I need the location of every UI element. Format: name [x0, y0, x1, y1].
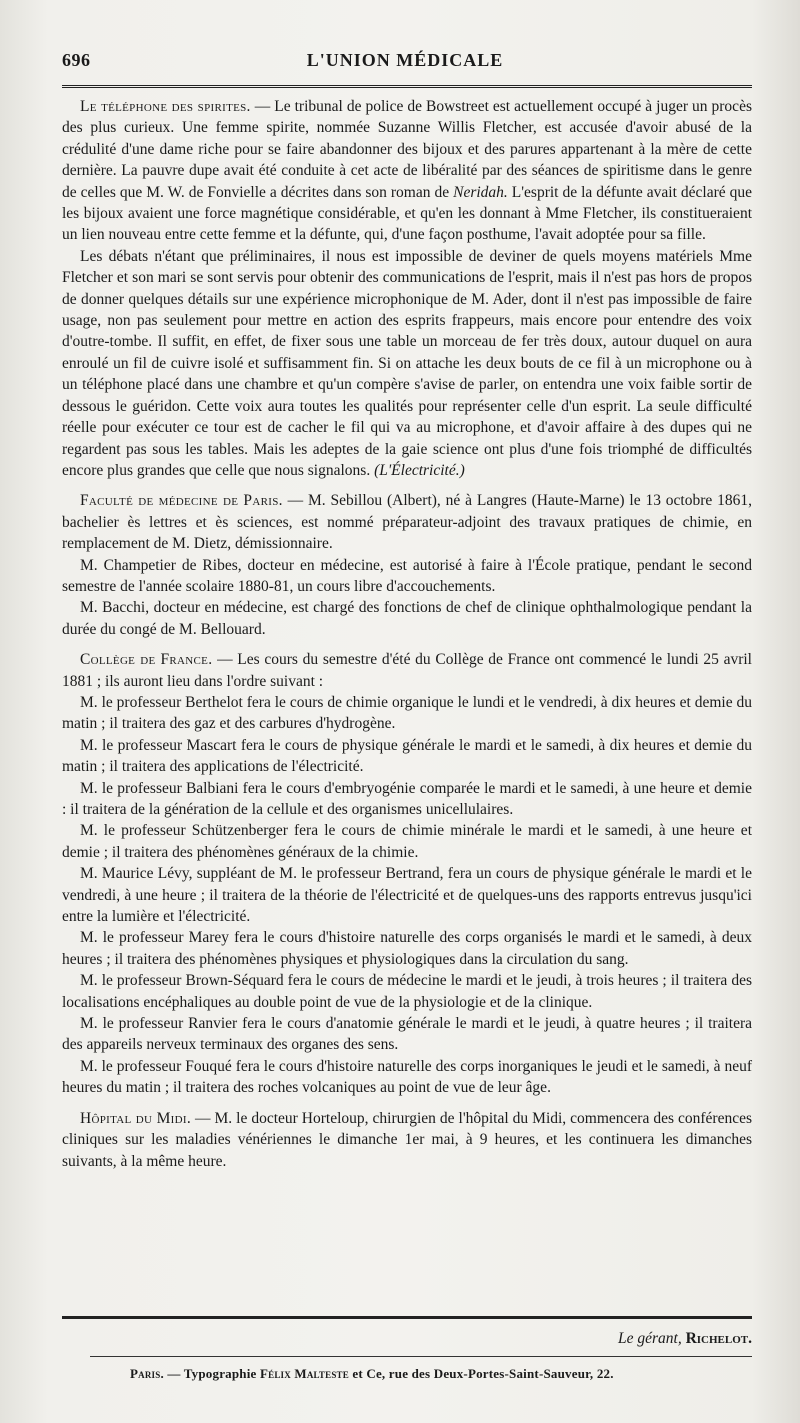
- section-heading-college: Collège de France.: [80, 651, 213, 669]
- course-balbiani: M. le professeur Balbiani fera le cours d'embryogénie comparée le mardi et le samedi, à une heure et demie : il traitera de la génération de la cellule et des organismes unicellulaires.: [62, 779, 752, 818]
- faculte-text: — M. Sebillou (Albert), né à Langres (Haute-Marne) le 13 octobre 1861, bachelier ès lettres et ès sciences, est nommé préparateur-adjoint des travaux pratiques de chimie, en remplacement de M. Dietz, démissionnaire.: [62, 492, 752, 553]
- article-faculte-para3: M. Bacchi, docteur en médecine, est chargé des fonctions de chef de clinique ophthalmologique pendant la durée du congé de M. Bellouard.: [62, 599, 752, 638]
- section-heading-faculte: Faculté de médecine de Paris.: [80, 492, 283, 510]
- telephone-para2-text: Les débats n'étant que préliminaires, il nous est impossible de deviner de quels moyens matériels Mme Fletcher et son mari se sont servis pour obtenir des communications de l'esprit, mais il n'est pas hors de propos de donner quelques détails sur une expérience microphonique de M. Ader, dont il n'est pas impossible de faire usage, non pas seulement pour mettre en action des esprits frappeurs, mais encore pour entendre des voix d'outre-tombe. Il suffit, en effet, de fixer sous une table un morceau de fer très doux, autour duquel on aura enroulé un fil de cuivre isolé et suffisamment fin. Si on attache les deux bouts de ce fil à un microphone ou à un téléphone placé dans une chambre et qu'un compère s'avise de parler, on entendra une voix faible sortir de dessous le guéridon. Cette voix aura toutes les qualités pour représenter celle d'un esprit. La seule difficulté réelle pour exécuter ce tour est de cacher le fil qui va au microphone, et d'avoir affaire à des dupes qui ne regardent pas sous les tables. Mais les adeptes de la gaie science ont plus d'une fois triomphé de difficultés encore plus grandes que celle que nous signalons.: [62, 247, 752, 479]
- article-telephone-para2: [62, 246, 752, 481]
- imprint-printer: Félix Malteste: [259, 1366, 349, 1381]
- section-heading-telephone: Le téléphone des spirites.: [80, 98, 251, 115]
- article-faculte-para1: [62, 490, 752, 554]
- course-marey: M. le professeur Marey fera le cours d'histoire naturelle des corps organisés le mardi et le samedi, à deux heures ; il traitera des phénomènes physiques et physiologiques dans la circulation du sang.: [62, 929, 752, 968]
- page-number: 696: [62, 50, 91, 70]
- signature-name: Richelot.: [685, 1330, 752, 1347]
- telephone-source: (L'Électricité.): [374, 461, 465, 479]
- header-rule: [62, 85, 752, 88]
- course-schutzenberger: M. le professeur Schützenberger fera le cours de chimie minérale le mardi et le samedi, à une heure et demie ; il traitera des phénomènes généraux de la chimie.: [62, 822, 752, 861]
- article-hopital: [62, 1108, 752, 1172]
- college-text: — Les cours du semestre d'été du Collège de France ont commencé le lundi 25 avril 1881 ; ils auront lieu dans l'ordre suivant :: [62, 651, 752, 690]
- signature: [618, 1330, 752, 1348]
- imprint-city: Paris.: [130, 1366, 164, 1381]
- course-mascart: M. le professeur Mascart fera le cours de physique générale le mardi et le samedi, à dix heures et demie du matin ; il traitera des applications de l'électricité.: [62, 736, 752, 776]
- article-telephone-para1: [62, 96, 752, 246]
- page-header: [62, 44, 748, 78]
- course-ranvier: M. le professeur Ranvier fera le cours d'anatomie générale le mardi et le jeudi, à quatre heures ; il traitera des appareils nerveux terminaux des organes des sens.: [62, 1015, 752, 1054]
- telephone-text-after: L'esprit de la défunte avait déclaré que les bijoux avaient une force magnétique considérable, et qu'en les donnant à Mme Fletcher, ils constitueraient un lien nouveau entre cette femme et la défunte, qui, d'une façon posthume, l'avait adoptée pour sa fille.: [62, 183, 752, 244]
- section-heading-hopital: Hôpital du Midi.: [80, 1109, 192, 1127]
- course-levy: M. Maurice Lévy, suppléant de M. le professeur Bertrand, fera un cours de physique générale le mardi et le vendredi, à une heure ; il traitera de la théorie de l'électricité et de quelques-uns des rapports entrevus jusqu'ici entre la lumière et l'électricité.: [62, 865, 752, 926]
- article-faculte-para2: M. Champetier de Ribes, docteur en médecine, est autorisé à faire à l'École pratique, pendant le second semestre de l'année scolaire 1880-81, un cours libre d'accouchements.: [62, 556, 752, 595]
- article-college-intro: [62, 649, 752, 692]
- imprint-text: — Typographie: [163, 1366, 260, 1381]
- course-berthelot: M. le professeur Berthelot fera le cours de chimie organique le lundi et le vendredi, à dix heures et demie du matin ; il traitera des gaz et des carbures d'hydrogène.: [62, 693, 752, 733]
- imprint-address: et Ce, rue des Deux-Portes-Saint-Sauveur, 22.: [348, 1366, 614, 1381]
- printer-imprint: [130, 1366, 748, 1382]
- hopital-text: — M. le docteur Horteloup, chirurgien de l'hôpital du Midi, commencera des conférences cliniques sur les maladies vénériennes le dimanche 1er mai, à 9 heures, et les continuera les dimanches suivants, à la même heure.: [62, 1109, 752, 1170]
- article-body: [62, 96, 752, 1172]
- footer-rule-thick: [62, 1316, 752, 1319]
- course-brown-sequard: M. le professeur Brown-Séquard fera le cours de médecine le mardi et le jeudi, à trois heures ; il traitera des localisations encéphaliques au double point de vue de la physiologie et de la clinique.: [62, 972, 752, 1011]
- course-fouque: M. le professeur Fouqué fera le cours d'histoire naturelle des corps inorganiques le jeudi et le samedi, à neuf heures du matin ; il traitera des roches volcaniques au point de vue de leur âge.: [62, 1057, 752, 1097]
- novel-title: Neridah.: [453, 183, 508, 201]
- signature-label: Le gérant,: [617, 1330, 682, 1347]
- footer-rule-thin: [90, 1356, 752, 1357]
- telephone-text: — Le tribunal de police de Bowstreet est actuellement occupé à juger un procès des plus curieux. Une femme spirite, nommée Suzanne Willis Fletcher, est accusée d'avoir abusé de la crédulité d'une dame riche pour se faire abandonner des bijoux et des parures appartenant à la mère de cette dernière. La pauvre dupe avait été conduite à cet acte de libéralité par des séances de spiritisme dans le genre de celles que M. W. de Fonvielle a décrites dans son roman de: [62, 98, 752, 201]
- running-title: L'UNION MÉDICALE: [306, 50, 504, 70]
